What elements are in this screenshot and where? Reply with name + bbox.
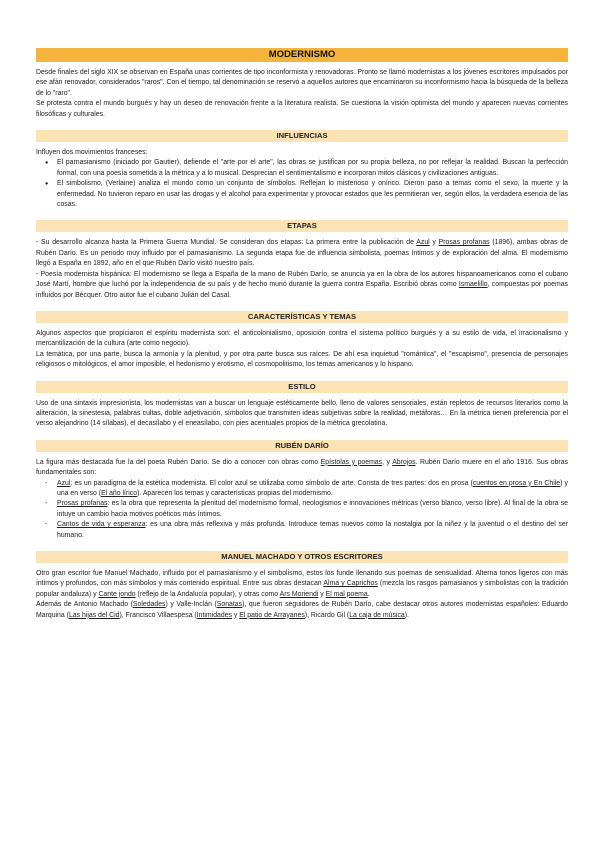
list-item: - Azul: es un paradigma de la estética modernista. El color azul se utilizaba como símbolo de arte. Consta de tres partes: dos en prosa (cuentos en prosa y En Chile) y una en verso (El año lírico). Aparecen los temas y características propias del modernismo. bbox=[36, 479, 568, 500]
caracteristicas-paragraph-1: Algunos aspectos que propiciaron el espíritu modernista son: el anticolonialismo, oposición contra el sistema político burgués y a su estilo de vida, el irracionalismo y mercantilización de la cultura (arte como negocio). bbox=[36, 329, 568, 348]
work-title: Prosas profanas bbox=[438, 239, 490, 247]
work-title: Epístolas y poemas bbox=[320, 458, 383, 466]
work-title: El año lírico bbox=[101, 489, 138, 497]
caracteristicas-paragraph-2: La temática, por una parte, busca la armonía y la plenitud, y por otra parte busca sus raíces. De ahí esa inquietud "romántica", el "escapismo", presencia de personajes religiosos o mitológicos, el amor imposible, el hedonismo y erotismo, el cosmopolitismo, los temas americanos y lo hispano. bbox=[36, 350, 568, 369]
work-title: Soledades bbox=[132, 601, 166, 609]
work-title: Cantos de vida y esperanza bbox=[57, 521, 146, 529]
list-item: ● El simbolismo, (Verlaine) analiza el mundo como un conjunto de símbolos. Reflejan lo misterioso y onírico. Dieron paso a temas como el sexo, la muerte y la enfermedad. No tuvieron reparo en usar las drogas y el alcohol para experimentar y provocar estados que les permitieran ver, según ellos, la verdadera esencia de las cosas. bbox=[36, 179, 568, 210]
list-item: ● El parnasianismo (iniciado por Gautier), defiende el "arte por el arte", las obras se justifican por su propia belleza, no por reflejar la realidad. Buscan la perfección formal, con una poesía sometida a la métrica y a lo musical. Desprecian el sentimentalismo e incorporan mitos clásicos y civilizaciones antiguas. bbox=[36, 158, 568, 179]
ruben-paragraph: La figura más destacada fue la del poeta Rubén Darío. Se dio a conocer con obras como Epístolas y poemas, y Abrojos. Rubén Darío muere en el año 1916. Sus obras fundamentales son: bbox=[36, 458, 568, 477]
work-title: Intimidades bbox=[196, 611, 232, 619]
work-title: Cante jondo bbox=[98, 590, 136, 598]
intro-paragraph-2: Se protesta contra el mundo burgués y hay un deseo de renovación frente a la literatura realista. Se cuestiona la visión optimista del mundo y aparecen nuevas corrientes filosóficas y culturales. bbox=[36, 100, 568, 118]
work-title: Azul bbox=[416, 239, 430, 247]
influencias-lead: Influyen dos movimientos franceses: bbox=[36, 149, 148, 157]
ruben-works-list bbox=[36, 479, 568, 541]
work-title: Abrojos bbox=[392, 458, 416, 466]
work-title: Ars Moriendi bbox=[279, 590, 319, 598]
section-heading-machado: MANUEL MACHADO Y OTROS ESCRITORES bbox=[36, 551, 568, 563]
work-title: La caja de música bbox=[349, 611, 405, 619]
section-heading-estilo: ESTILO bbox=[36, 381, 568, 393]
work-title: Prosas profanas bbox=[57, 500, 108, 508]
work-title: Ismaelillo bbox=[458, 281, 488, 289]
section-heading-ruben-dario: RUBÉN DARÍO bbox=[36, 440, 568, 452]
machado-paragraph-1: Otro gran escritor fue Manuel Machado, influido por el parnasianismo y el simbolismo, estos los funde llenando sus poemas de sensualidad. Alterna tonos ligeros con más íntimos y profundos, con más símbolos y más contenido espiritual. Entre sus obras destacan Alma y Caprichos (mezcla los rasgos parnasianos y simbolistas con la tradición popular andaluza) y Cante jondo (reflejo de la Andalucía popular), y otras como Ars Moriendi y El mal poema. bbox=[36, 570, 569, 598]
work-title: Azul bbox=[57, 479, 71, 487]
work-title: El patio de Arrayanes bbox=[239, 611, 305, 619]
work-title: Sonatas bbox=[216, 601, 243, 609]
list-item: - Cantos de vida y esperanza: es una obra más reflexiva y más profunda. Introduce temas nuevos como la nostalgia por la niñez y la juventud o el destino del ser humano. bbox=[36, 520, 568, 541]
etapas-paragraph-1: - Su desarrollo alcanza hasta la Primera Guerra Mundial. Se consideran dos etapas: La primera entre la publicación de Azul y Prosas profanas (1896), ambas obras de Rubén Darío. Es un periodo muy influido por el parnasianismo. La segunda etapa fue de influencia simbolista, poemas íntimos y de exploración del alma. El modernismo llegó a España en 1892, año en el que Rubén Darío visitó nuestro país. bbox=[36, 239, 568, 268]
etapas-paragraph-2: - Poesía modernista hispánica: El modernismo se llega a España de la mano de Rubén Darío, se anuncia ya en la obra de los autores hispanoamericanos como el cubano José Martí, hombre que luchó por la independencia de su país y de hecho murió durante la guerra contra España. Escribió obras como Ismaelillo, compuestas por poemas influidos por Bécquer. Otro autor fue el cubano Julián del Casal. bbox=[36, 270, 568, 299]
machado-paragraph-2: Además de Antonio Machado (Soledades) y Valle-Inclán (Sonatas), que fueron seguidores de Rubén Darío, cabe destacar otros autores modernistas españoles: Eduardo Marquina (Las hijas del Cid), Francisco Villaespesa (Intimidades y El patio de Arrayanes), Ricardo Gil (La caja de música). bbox=[36, 601, 568, 619]
document-title: MODERNISMO bbox=[36, 48, 568, 62]
work-title: cuentos en prosa y En Chile bbox=[472, 479, 561, 487]
estilo-paragraph: Uso de una sintaxis impresionista, los modernistas van a buscar un lenguaje estéticamente bello, lleno de valores sensoriales, están repletos de recursos literarios como la aliteración, la sinestesia, palabras cultas, doble adjetivación, símbolos que transmiten ideas subjetivas sobre la realidad, metáforas… En la métrica tienen preferencia por el verso alejandrino (14 sílabas), el decasílabo y el eneasílabo, con pies acentuales propios de la métrica grecolatina. bbox=[36, 399, 568, 428]
work-title: El mal poema bbox=[325, 590, 368, 598]
work-title: Las hijas del Cid bbox=[68, 611, 120, 619]
list-item: - Prosas profanas: es la obra que representa la plenitud del modernismo formal, neologismos e innovaciones métricas (verso blanco, verso libre). Al final de la obra se intuye un cambio hacia motivos poéticos más íntimos. bbox=[36, 499, 568, 520]
work-title: Alma y Caprichos bbox=[323, 580, 378, 588]
section-heading-etapas: ETAPAS bbox=[36, 220, 568, 232]
influencias-list bbox=[36, 158, 568, 210]
intro-paragraph-1: Desde finales del siglo XIX se observan en España unas corrientes de tipo inconformista y renovadoras. Pronto se llamó modernistas a los jóvenes escritores impulsados por ese afán renovador, considerados "raros". Con el tiempo, tal denominación se reservó a aquellos autores que encaminaron su inconformismo hacia la búsqueda de la belleza de lo "raro". bbox=[36, 69, 568, 97]
section-heading-caracteristicas: CARACTERÍSTICAS Y TEMAS bbox=[36, 311, 568, 323]
section-heading-influencias: INFLUENCIAS bbox=[36, 130, 568, 142]
